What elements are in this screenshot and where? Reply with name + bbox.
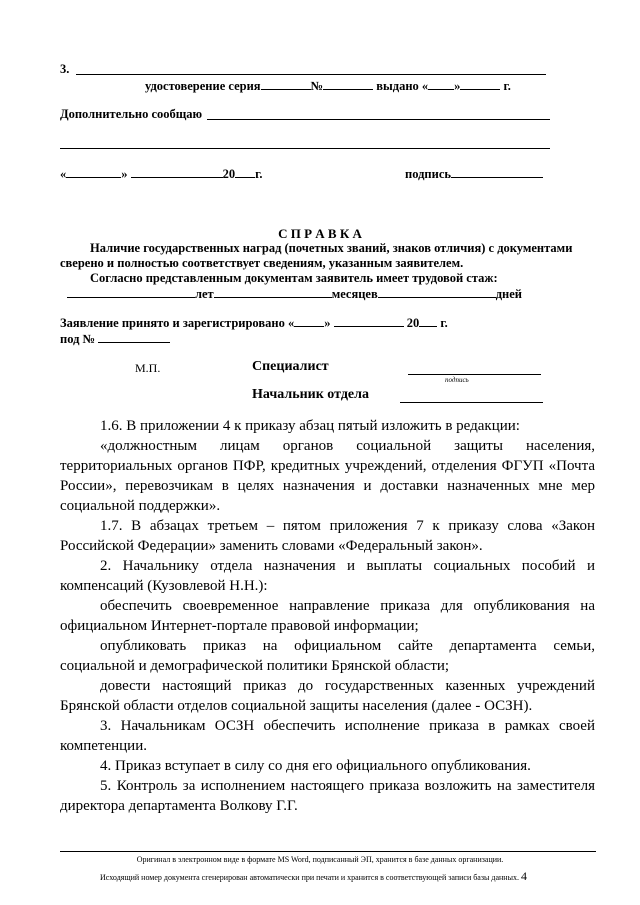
registered-row	[60, 315, 448, 331]
paragraph-2-item-2b: социальной и демографической политики Брянской области;	[60, 658, 450, 674]
under-no-label: под №	[60, 332, 96, 346]
footer-line-1: Оригинал в электронном виде в формате MS Word, подписанный ЭП, хранится в базе данных организации.	[136, 855, 504, 864]
months-blank[interactable]	[214, 286, 332, 298]
footer-divider	[60, 851, 596, 852]
date-month-blank[interactable]	[131, 166, 223, 178]
paragraph-1-6: 1.6. В приложении 4 к приказу абзац пятый изложить в редакции:	[100, 418, 520, 434]
footer-line-2-text: Исходящий номер документа сгенерирован автоматически при печати и хранится в соответствующей записи базы данных.	[100, 873, 519, 882]
paragraph-3-a: 3. Начальникам ОСЗН обеспечить исполнение приказа в рамках своей	[100, 718, 595, 734]
paragraph-1-7-b: Российской Федерации» заменить словами «Федеральный закон».	[60, 538, 483, 554]
registered-close: »	[324, 316, 331, 330]
date-close: »	[121, 167, 128, 181]
id-row	[145, 78, 511, 94]
date-year-suffix: г.	[255, 167, 263, 181]
months-label: месяцев	[331, 287, 378, 301]
series-blank[interactable]	[261, 78, 311, 90]
signature-blank[interactable]	[451, 166, 543, 178]
certificate-line-2: сверено и полностью соответствует сведениям, указанным заявителем.	[60, 256, 464, 270]
paragraph-2-item-1b: официальном Интернет-портале правовой информации;	[60, 618, 419, 634]
registered-day-blank[interactable]	[294, 315, 324, 327]
paragraph-2-item-2a: опубликовать приказ на официальном сайте департамента семьи,	[100, 638, 595, 654]
registered-year: 20	[406, 316, 420, 330]
row-3-number: 3.	[60, 62, 70, 76]
years-label: лет	[195, 287, 214, 301]
paragraph-3-b: компетенции.	[60, 738, 147, 754]
paragraph-4: 4. Приказ вступает в силу со дня его официального опубликования.	[100, 758, 531, 774]
issued-quote-close: »	[454, 79, 461, 93]
experience-row	[67, 286, 522, 302]
registered-label: Заявление принято и зарегистрировано «	[60, 316, 295, 330]
paragraph-1-7-a: 1.7. В абзацах третьем – пятом приложения 7 к приказу слова «Закон	[100, 518, 595, 534]
head-label: Начальник отдела	[252, 387, 369, 402]
paragraph-2-item-1a: обеспечить своевременное направление приказа для опубликования на	[100, 598, 595, 614]
registered-month-blank[interactable]	[334, 315, 404, 327]
date-year-blank[interactable]	[235, 166, 255, 178]
footer-line-2	[100, 869, 527, 884]
page-number: 4	[520, 869, 527, 883]
paragraph-1-6-quote-3: России», перевозчикам в целях назначения и доставки назначенных мне мер	[60, 478, 595, 494]
days-label: дней	[495, 287, 523, 301]
paragraph-2-a: 2. Начальнику отдела назначения и выплаты социальных пособий и	[100, 558, 595, 574]
under-no-row	[60, 331, 170, 347]
issued-month-blank[interactable]	[460, 78, 500, 90]
paragraph-1-6-quote-4: социальной поддержки».	[60, 498, 221, 514]
registered-year-blank[interactable]	[419, 315, 437, 327]
row-3-line	[76, 74, 546, 75]
issued-label: выдано «	[376, 79, 429, 93]
date-day-blank[interactable]	[66, 166, 121, 178]
date-year-prefix: 20	[222, 167, 236, 181]
id-label: удостоверение серия	[145, 79, 261, 93]
paragraph-1-6-quote-1: «должностным лицам органов социальной защиты населения,	[100, 438, 595, 454]
certificate-line-1: Наличие государственных наград (почетных званий, знаков отличия) с документами	[90, 241, 573, 255]
issued-year-suffix: г.	[503, 79, 511, 93]
registered-g: г.	[440, 316, 448, 330]
years-blank[interactable]	[67, 286, 195, 298]
specialist-signature-line[interactable]	[408, 374, 541, 375]
issued-day-blank[interactable]	[428, 78, 454, 90]
paragraph-1-6-quote-2: территориальных органов ПФР, кредитных учреждений, отделения ФГУП «Почта	[60, 458, 595, 474]
paragraph-2-item-3a: довести настоящий приказ до государственных казенных учреждений	[100, 678, 595, 694]
paragraph-5-a: 5. Контроль за исполнением настоящего приказа возложить на заместителя	[100, 778, 595, 794]
date-row	[60, 166, 263, 182]
stamp-label: М.П.	[135, 361, 161, 375]
paragraph-2-item-3b: Брянской области отделов социальной защиты населения (далее - ОСЗН).	[60, 698, 533, 714]
signature-label: подпись	[405, 167, 451, 181]
under-no-blank[interactable]	[98, 331, 170, 343]
certificate-title: С П Р А В К А	[278, 226, 362, 241]
date-open: «	[60, 167, 67, 181]
paragraph-2-b: компенсаций (Кузовлевой Н.Н.):	[60, 578, 268, 594]
extra-label: Дополнительно сообщаю	[60, 107, 203, 121]
extra-line-2[interactable]	[60, 148, 550, 149]
specialist-label: Специалист	[252, 359, 329, 374]
days-blank[interactable]	[378, 286, 496, 298]
signature-row	[405, 166, 543, 182]
head-signature-line[interactable]	[400, 402, 543, 403]
num-sign: №	[310, 79, 324, 93]
certificate-line-3: Согласно представленным документам заявитель имеет трудовой стаж:	[90, 271, 498, 285]
number-blank[interactable]	[323, 78, 373, 90]
paragraph-5-b: директора департамента Волкову Г.Г.	[60, 798, 298, 814]
extra-line-1[interactable]	[207, 119, 550, 120]
signature-hint: подпись	[445, 376, 469, 384]
